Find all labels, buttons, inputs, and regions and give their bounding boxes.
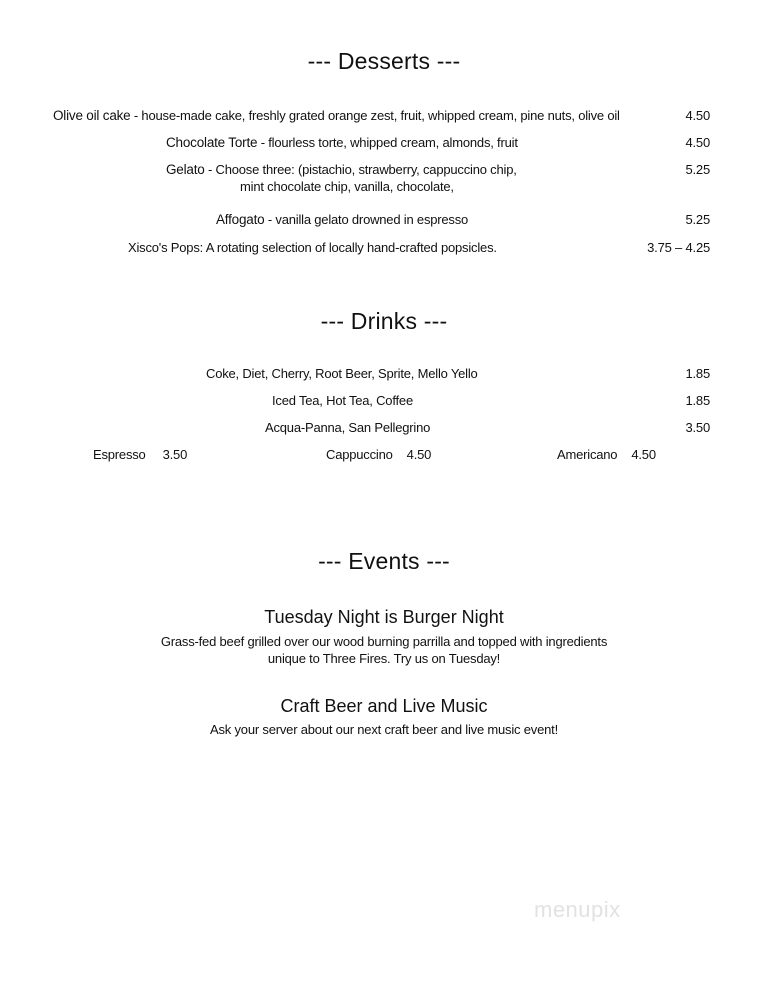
dessert-desc: - Choose three: (pistachio, strawberry, cappuccino chip, [204, 162, 517, 177]
event-desc-line: Grass-fed beef grilled over our wood burning parrilla and topped with ingredients [160, 634, 608, 649]
coffee-price: 4.50 [631, 447, 656, 462]
drink-price: 1.85 [685, 393, 710, 408]
dessert-price: 5.25 [685, 212, 710, 227]
coffee-name: Cappuccino [326, 447, 393, 462]
drink-price: 3.50 [685, 420, 710, 435]
drink-item: Coke, Diet, Cherry, Root Beer, Sprite, Mello Yello [206, 366, 478, 381]
dessert-price: 4.50 [685, 108, 710, 123]
coffee-item-cappuccino [326, 447, 431, 463]
event-title-burger-night: Tuesday Night is Burger Night [264, 607, 504, 627]
dessert-price: 5.25 [685, 162, 710, 177]
dessert-desc-continued: mint chocolate chip, vanilla, chocolate, [240, 179, 454, 194]
dessert-name: Affogato [216, 212, 265, 227]
dessert-item-olive-oil-cake [53, 108, 620, 124]
dessert-price: 4.50 [685, 135, 710, 150]
drink-price: 1.85 [685, 366, 710, 381]
dessert-name: Chocolate Torte [166, 135, 258, 150]
dessert-item-xiscos-pops [128, 240, 497, 256]
dessert-desc: - flourless torte, whipped cream, almonds, fruit [257, 135, 518, 150]
dessert-name: Xisco's Pops: A rotating selection of locally hand-crafted popsicles. [128, 240, 497, 255]
watermark-logo: menupix [534, 897, 621, 922]
event-title-craft-beer: Craft Beer and Live Music [280, 696, 488, 716]
desserts-heading: --- Desserts --- [307, 48, 461, 74]
event-desc-line: Ask your server about our next craft beer and live music event! [210, 722, 558, 737]
event-desc-line: unique to Three Fires. Try us on Tuesday! [267, 651, 501, 666]
coffee-item-americano [557, 447, 656, 463]
dessert-item-affogato [216, 212, 468, 228]
dessert-desc: - vanilla gelato drowned in espresso [264, 212, 469, 227]
drink-item: Acqua-Panna, San Pellegrino [265, 420, 431, 435]
drink-item: Iced Tea, Hot Tea, Coffee [272, 393, 413, 408]
dessert-price: 3.75 – 4.25 [647, 240, 710, 255]
coffee-price: 3.50 [162, 447, 188, 462]
dessert-desc: - house-made cake, freshly grated orange zest, fruit, whipped cream, pine nuts, olive oil [130, 108, 620, 123]
events-heading: --- Events --- [318, 548, 450, 574]
coffee-name: Espresso [93, 447, 146, 462]
dessert-name: Gelato [166, 162, 205, 177]
drinks-heading: --- Drinks --- [320, 308, 448, 334]
dessert-name: Olive oil cake [53, 108, 131, 123]
dessert-item-chocolate-torte [166, 135, 518, 151]
coffee-item-espresso [93, 447, 187, 463]
coffee-name: Americano [557, 447, 618, 462]
coffee-price: 4.50 [406, 447, 432, 462]
dessert-item-gelato [166, 162, 517, 178]
